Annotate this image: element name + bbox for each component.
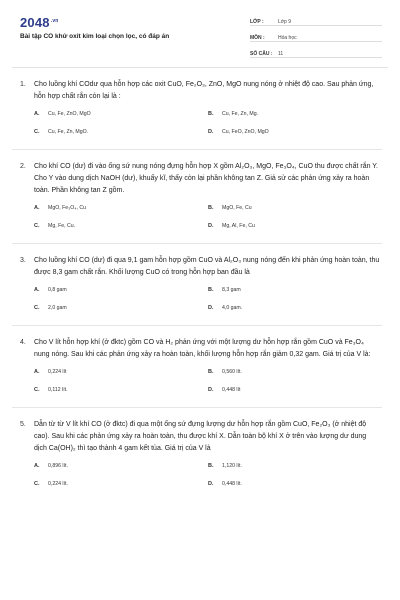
option-d[interactable]: D. 4,0 gam. (208, 305, 243, 311)
header (20, 12, 382, 66)
option-c[interactable]: C. 0,224 lít. (34, 481, 68, 487)
option-a[interactable]: A. MgO, Fe₃O₄, Cu (34, 205, 86, 211)
option-b[interactable]: B. 0,560 lít. (208, 369, 242, 375)
question-list (20, 79, 380, 490)
option-d[interactable]: D. 0,448 lít. (208, 481, 242, 487)
question-text: Cho khí CO (dư) đi vào ống sứ nung nóng đựng hỗn hợp X gồm Al₂O₃, MgO, Fe₃O₄, CuO thu được chất rắn Y. Cho Y vào dung dịch NaOH (dư), khuấy kĩ, thấy còn lại phần không tan Z. Giả sử các phản ứng xảy ra hoàn toàn. Phần không tan Z gồm. (34, 163, 379, 194)
meta-count-label: SỐ CÂU : (250, 51, 273, 57)
question-5 (20, 419, 380, 490)
option-c[interactable]: C. Mg, Fe, Cu. (34, 223, 76, 229)
question-text: Dẫn từ từ V lít khí CO (ở đktc) đi qua một ống sứ đựng lượng dư hỗn hợp rắn gồm CuO, Fe₂O₃ (ở nhiệt độ cao). Sau khi các phản ứng xảy ra hoàn toàn, thu được khí X. Dẫn toàn bộ khí X ở trên vào lượng dư dung dịch Ca(OH)₂ thì tạo thành 4 gam kết tủa. Giá trị của V là (34, 421, 367, 452)
question-number: 4. (20, 339, 26, 346)
document-title: Bài tập CO khử oxit kim loại chọn lọc, có đáp án (20, 33, 170, 40)
header-divider (12, 67, 388, 68)
question-number: 1. (20, 81, 26, 88)
meta-subject-label: MÔN : (250, 35, 265, 41)
answer-options (34, 202, 380, 232)
question-text: Cho V lít hỗn hợp khí (ở đktc) gồm CO và H₂ phản ứng với một lượng dư hỗn hợp rắn gồm CuO và Fe₃O₄ nung nóng. Sau khi các phản ứng xảy ra hoàn toàn, khối lượng hỗn hợp rắn giảm 0,32 gam. Giá trị của V là: (34, 339, 371, 358)
question-2 (20, 161, 380, 232)
question-divider (12, 325, 382, 326)
meta-subject-value: Hóa học (278, 35, 297, 41)
question-divider (12, 407, 382, 408)
question-text: Cho luồng khí CO (dư) đi qua 9,1 gam hỗn hợp gồm CuO và Al₂O₃ nung nóng đến khi phản ứng hoàn toàn, thu được 8,3 gam chất rắn. Khối lượng CuO có trong hỗn hợp ban đầu là (34, 257, 380, 276)
logo-suffix: .vn (50, 17, 59, 24)
option-c[interactable]: C. 0,112 lít. (34, 387, 68, 393)
question-4 (20, 337, 380, 396)
option-b[interactable]: B. Cu, Fe, Zn, Mg. (208, 111, 259, 117)
option-d[interactable]: D. 0,448 lít (208, 387, 241, 393)
meta-count-value: 11 (278, 51, 284, 57)
question-divider (12, 243, 382, 244)
question-1 (20, 79, 380, 138)
question-divider (12, 149, 382, 150)
answer-options (34, 366, 380, 396)
option-b[interactable]: B. 8,3 gam (208, 287, 241, 293)
question-number: 3. (20, 257, 26, 264)
meta-subject-row (250, 28, 382, 42)
option-a[interactable]: A. 0,896 lít. (34, 463, 68, 469)
option-d[interactable]: D. Cu, FeO, ZnO, MgO (208, 129, 269, 135)
meta-info (250, 12, 382, 60)
answer-options (34, 460, 380, 490)
option-d[interactable]: D. Mg, Al, Fe, Cu (208, 223, 255, 229)
question-3 (20, 255, 380, 314)
answer-options (34, 108, 380, 138)
answer-options (34, 284, 380, 314)
meta-class-value: Lớp 9 (278, 19, 292, 25)
logo-text: 2048 (20, 15, 50, 30)
site-logo[interactable] (20, 15, 59, 30)
question-number: 5. (20, 421, 26, 428)
meta-class-label: LỚP : (250, 19, 264, 25)
meta-count-row (250, 44, 382, 58)
option-b[interactable]: B. MgO, Fe, Cu (208, 205, 252, 211)
question-number: 2. (20, 163, 26, 170)
option-c[interactable]: C. 2,0 gam (34, 305, 67, 311)
option-a[interactable]: A. 0,8 gam (34, 287, 67, 293)
option-c[interactable]: C. Cu, Fe, Zn, MgO. (34, 129, 89, 135)
option-a[interactable]: A. 0,224 lít (34, 369, 67, 375)
option-b[interactable]: B. 1,120 lít. (208, 463, 242, 469)
option-a[interactable]: A. Cu, Fe, ZnO, MgO (34, 111, 91, 117)
question-text: Cho luồng khí COdư qua hỗn hợp các oxit CuO, Fe₂O₃, ZnO, MgO nung nóng ở nhiệt độ cao. Sau phản ứng, hỗn hợp chất rắn còn lại là : (34, 81, 374, 100)
meta-class-row (250, 12, 382, 26)
